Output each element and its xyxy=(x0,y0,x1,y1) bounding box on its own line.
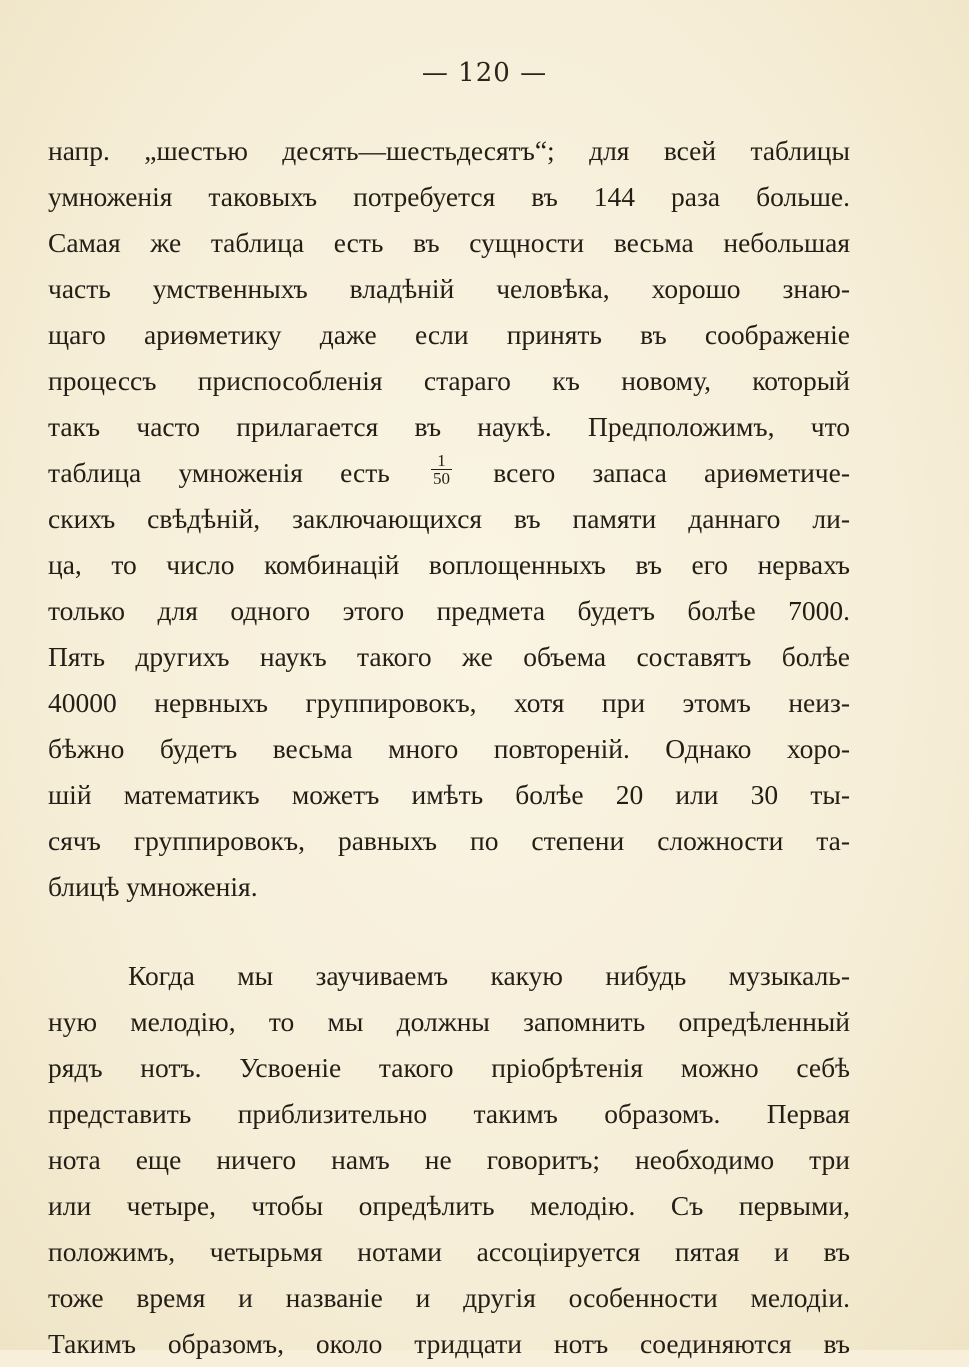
text-line: 40000 нервныхъ группировокъ, хотя при этомъ неиз- xyxy=(48,687,850,718)
text-line: рядъ нотъ. Усвоеніе такого пріобрѣтенія можно себѣ xyxy=(48,1052,850,1083)
text-line: скихъ свѣдѣній, заключающихся въ памяти даннаго ли- xyxy=(48,503,850,534)
text-line: напр. „шестью десять—шестьдесятъ“; для всей таблицы xyxy=(48,135,850,166)
text-line: ную мелодію, то мы должны запомнить опредѣленный xyxy=(48,1006,850,1037)
page-number: — 120 — xyxy=(421,58,548,88)
text-line-with-fraction xyxy=(48,450,850,496)
text-line: нота еще ничего намъ не говоритъ; необходимо три xyxy=(48,1144,850,1175)
paragraph-1 xyxy=(48,128,850,910)
paragraph-2 xyxy=(48,953,850,1367)
fraction-numerator: 1 xyxy=(431,452,452,470)
fraction xyxy=(431,452,452,487)
text-line: часть умственныхъ владѣній человѣка, хорошо знаю- xyxy=(48,273,850,304)
text-line: Пять другихъ наукъ такого же объема составятъ болѣе xyxy=(48,641,850,672)
line-text-after-fraction: всего запаса ариѳметиче- xyxy=(493,457,851,488)
text-line: тоже время и названіе и другія особенности мелодіи. xyxy=(48,1282,850,1313)
text-line: такъ часто прилагается въ наукѣ. Предположимъ, что xyxy=(48,411,850,442)
text-line: щаго ариѳметику даже если принять въ соображеніе xyxy=(48,319,850,350)
fraction-denominator: 50 xyxy=(433,469,451,489)
text-line: Самая же таблица есть въ сущности весьма небольшая xyxy=(48,227,850,258)
body-text xyxy=(48,128,850,1367)
text-line: бѣжно будетъ весьма много повтореній. Однако хоро- xyxy=(48,733,850,764)
text-line: представить приблизительно такимъ образомъ. Первая xyxy=(48,1098,850,1129)
line-text-before-fraction: таблица умноженія есть xyxy=(48,457,390,488)
text-line: ца, то число комбинацій воплощенныхъ въ его нервахъ xyxy=(48,549,850,580)
text-line: сячъ группировокъ, равныхъ по степени сложности та- xyxy=(48,825,850,856)
text-line: Когда мы заучиваемъ какую нибудь музыкаль- xyxy=(128,960,850,991)
text-line: процессъ приспособленія стараго къ новому, который xyxy=(48,365,850,396)
text-line: только для одного этого предмета будетъ болѣе 7000. xyxy=(48,595,850,626)
text-line: Такимъ образомъ, около тридцати нотъ соединяются въ xyxy=(48,1328,850,1359)
text-line: шій математикъ можетъ имѣть болѣе 20 или 30 ты- xyxy=(48,779,850,810)
text-line: или четыре, чтобы опредѣлить мелодію. Съ первыми, xyxy=(48,1190,850,1221)
text-line: блицѣ умноженія. xyxy=(48,871,258,902)
text-line: умноженія таковыхъ потребуется въ 144 раза больше. xyxy=(48,181,850,212)
text-line: положимъ, четырьмя нотами ассоціируется пятая и въ xyxy=(48,1236,850,1267)
